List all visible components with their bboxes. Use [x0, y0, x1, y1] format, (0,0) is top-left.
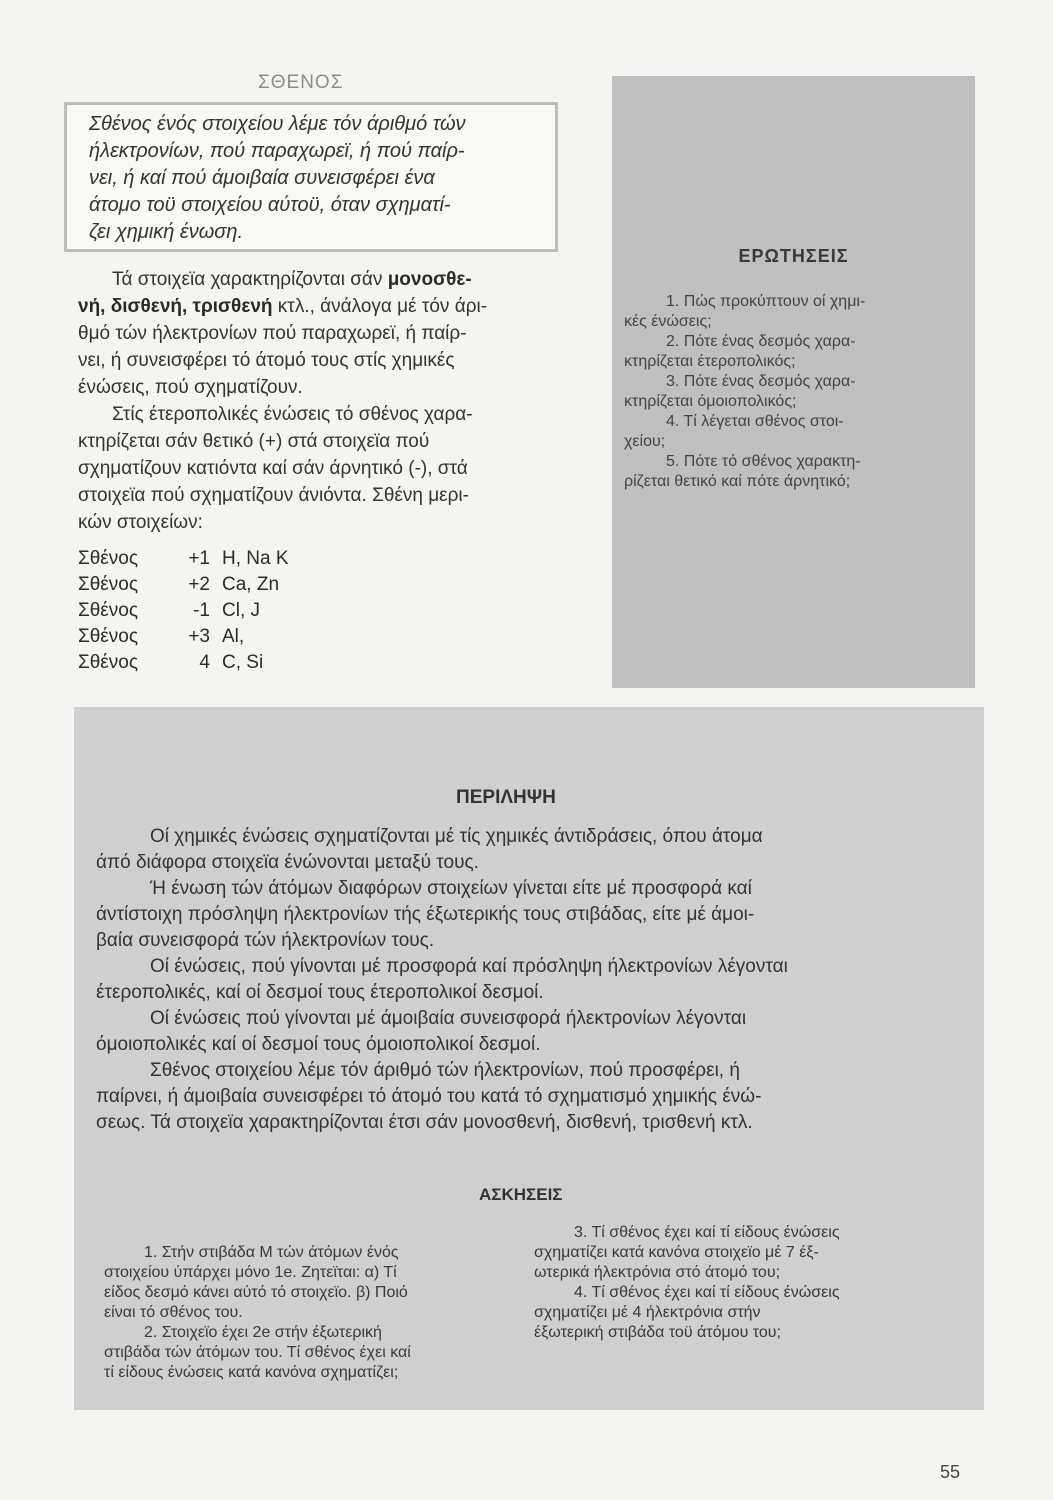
body-line: κών στοιχείων: — [78, 512, 203, 533]
valence-row — [78, 624, 289, 650]
valence-elements: C, Si — [222, 652, 264, 673]
body-line — [78, 266, 598, 293]
question-line: 5. Πότε τό σθένος χαρακτη- — [666, 453, 861, 470]
summary-line: Οί ένώσεις πού γίνονται μέ άμοιβαία συνεισφορά ήλεκτρονίων λέγονται — [150, 1008, 747, 1029]
exercise-line: είδος δεσμό κάνει αύτό τό στοιχεϊο. β) Ποιό — [104, 1284, 408, 1301]
valence-value: 4 — [199, 652, 210, 673]
valence-value: +1 — [188, 548, 210, 569]
question-line: 2. Πότε ένας δεσμός χαρα- — [666, 333, 856, 350]
summary-line: άντίστοιχη πρόσληψη ήλεκτρονίων τής έξωτερικής τους στιβάδας, είτε μέ άμοι- — [96, 904, 755, 925]
summary-line: άπό διάφορα στοιχεϊα ένώνονται μεταξύ τους. — [96, 852, 479, 873]
exercise-line: ωτερικά ήλεκτρόνια στό άτομό του; — [534, 1264, 781, 1281]
section-title: ΣΘΕΝΟΣ — [258, 72, 344, 93]
question-line: 4. Τί λέγεται σθένος στοι- — [666, 413, 844, 430]
question-line: 1. Πώς προκύπτουν οί χημι- — [666, 293, 866, 310]
exercise-line: στιβάδα τών άτόμων του. Τί σθένος έχει καί — [104, 1344, 411, 1361]
valence-label: Σθένος — [78, 548, 139, 569]
questions-list — [624, 292, 969, 492]
bold-term: νή, δισθενή, τρισθενή — [78, 296, 273, 317]
valence-row — [78, 572, 289, 598]
exercises-title: ΑΣΚΗΣΕΙΣ — [479, 1185, 563, 1204]
question-line: κτηρίζεται έτεροπολικός; — [624, 353, 796, 370]
exercise-line: σχηματίζει κατά κανόνα στοιχεϊο μέ 7 έξ- — [534, 1244, 819, 1261]
exercise-line: 2. Στοιχεϊο έχει 2e στήν έξωτερική — [144, 1324, 382, 1341]
question-line: 3. Πότε ένας δεσμός χαρα- — [666, 373, 856, 390]
valence-value: +3 — [188, 626, 210, 647]
body-text-span: Τά στοιχεϊα χαρακτηρίζονται σάν — [112, 269, 388, 290]
valence-row — [78, 598, 289, 624]
valence-value: -1 — [193, 600, 210, 621]
body-line: στοιχεϊα πού σχηματίζουν άνιόντα. Σθένη μερι- — [78, 485, 469, 506]
exercise-line: 3. Τί σθένος έχει καί τί είδους ένώσεις — [574, 1224, 840, 1241]
exercises-left-column — [104, 1243, 544, 1383]
valence-elements: Ca, Zn — [222, 574, 280, 595]
summary-line: Οί χημικές ένώσεις σχηματίζονται μέ τίς χημικές άντιδράσεις, όπου άτομα — [150, 826, 763, 847]
body-line — [78, 293, 598, 320]
valence-label: Σθένος — [78, 626, 139, 647]
page-number: 55 — [940, 1462, 961, 1482]
summary-line: παίρνει, ή άμοιβαία συνεισφέρει τό άτομό του κατά τό σχηματισμό χημικής ένώ- — [96, 1086, 762, 1107]
questions-title: ΕΡΩΤΗΣΕΙΣ — [738, 246, 849, 266]
summary-line: σεως. Τά στοιχεϊα χαρακτηρίζονται έτσι σάν μονοσθενή, δισθενή, τρισθενή κτλ. — [96, 1112, 753, 1133]
summary-line: Ή ένωση τών άτόμων διαφόρων στοιχείων γίνεται είτε μέ προσφορά καί — [150, 878, 752, 899]
summary-line: όμοιοπολικές καί οί δεσμοί τους όμοιοπολικοί δεσμοί. — [96, 1034, 541, 1055]
valence-elements: Cl, J — [222, 600, 260, 621]
exercises-right-column — [534, 1223, 964, 1343]
definition-line: νει, ή καί πού άμοιβαία συνεισφέρει ένα — [89, 167, 435, 189]
summary-text — [96, 824, 964, 1136]
exercise-line: 1. Στήν στιβάδα Μ τών άτόμων ένός — [144, 1244, 399, 1261]
valence-elements: Al, — [222, 626, 245, 647]
definition-line: ζει χημική ένωση. — [89, 221, 244, 243]
body-line: ένώσεις, πού σχηματίζουν. — [78, 377, 303, 398]
question-line: κές ένώσεις; — [624, 313, 712, 330]
valence-elements: H, Na K — [222, 548, 289, 569]
exercise-line: είναι τό σθένος του. — [104, 1304, 243, 1321]
summary-panel — [74, 707, 984, 1410]
valence-value: +2 — [188, 574, 210, 595]
exercise-line: έξωτερική στιβάδα τοϋ άτόμου του; — [534, 1324, 781, 1341]
questions-panel — [612, 76, 975, 688]
body-line: κτηρίζεται σάν θετικό (+) στά στοιχεϊα πού — [78, 431, 430, 452]
question-line: κτηρίζεται όμοιοπολικός; — [624, 393, 797, 410]
valence-row — [78, 650, 289, 676]
summary-line: Οί ένώσεις, πού γίνονται μέ προσφορά καί πρόσληψη ήλεκτρονίων λέγονται — [150, 956, 788, 977]
bold-term: μονοσθε- — [387, 269, 472, 290]
summary-line: βαία συνεισφορά τών ήλεκτρονίων τους. — [96, 930, 435, 951]
question-line: χείου; — [624, 433, 666, 450]
definition-box — [64, 102, 558, 252]
body-text-span: κτλ., άνάλογα μέ τόν άρι- — [272, 296, 488, 317]
exercise-line: τί είδους ένώσεις κατά κανόνα σχηματίζει; — [104, 1364, 399, 1381]
summary-line: έτεροπολικές, καί οί δεσμοί τους έτεροπολικοί δεσμοί. — [96, 982, 544, 1003]
valence-row — [78, 546, 289, 572]
valence-label: Σθένος — [78, 600, 139, 621]
summary-line: Σθένος στοιχείου λέμε τόν άριθμό τών ήλεκτρονίων, πού προσφέρει, ή — [150, 1060, 740, 1081]
exercise-line: σχηματίζει μέ 4 ήλεκτρόνια στήν — [534, 1304, 761, 1321]
body-line: νει, ή συνεισφέρει τό άτομό τους στίς χημικές — [78, 350, 455, 371]
definition-line: Σθένος ένός στοιχείου λέμε τόν άριθμό τών — [89, 113, 466, 135]
valence-label: Σθένος — [78, 652, 139, 673]
definition-line: άτομο τοϋ στοιχείου αύτοϋ, όταν σχηματί- — [89, 194, 451, 216]
exercise-line: 4. Τί σθένος έχει καί τί είδους ένώσεις — [574, 1284, 840, 1301]
definition-line: ήλεκτρονίων, πού παραχωρεϊ, ή πού παίρ- — [89, 140, 465, 162]
exercise-line: στοιχείου ύπάρχει μόνο 1e. Ζητεϊται: α) Τί — [104, 1264, 397, 1281]
body-line: σχηματίζουν κατιόντα καί σάν άρνητικό (-), στά — [78, 458, 468, 479]
question-line: ρίζεται θετικό καί πότε άρνητικό; — [624, 473, 851, 490]
body-line: θμό τών ήλεκτρονίων πού παραχωρεϊ, ή παίρ- — [78, 323, 467, 344]
body-line: Στίς έτεροπολικές ένώσεις τό σθένος χαρα- — [112, 404, 473, 425]
valence-label: Σθένος — [78, 574, 139, 595]
valence-table — [78, 546, 289, 676]
summary-title: ΠΕΡΙΛΗΨΗ — [456, 787, 556, 808]
body-text — [78, 266, 598, 536]
